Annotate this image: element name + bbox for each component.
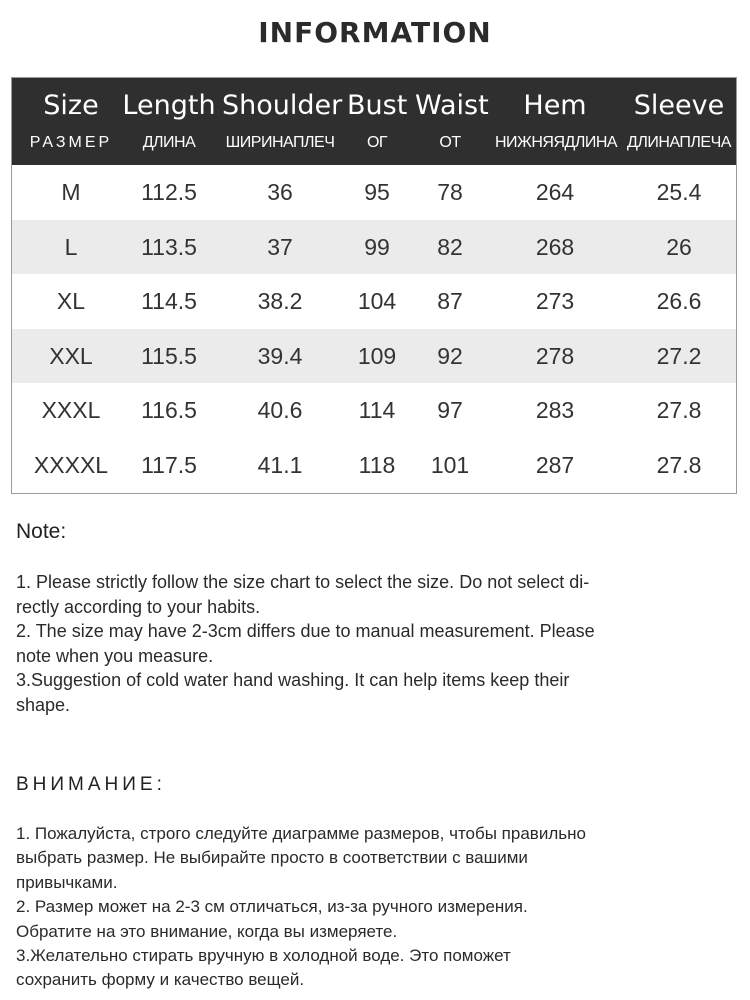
header-label-en: Sleeve [633, 90, 725, 121]
cell-size: XXL [49, 342, 93, 369]
cell-shoulder: 41.1 [257, 451, 303, 478]
header-label-ru: ОГ [366, 134, 388, 151]
russian-note-line: 1. Пожалуйста, строго следуйте диаграмме размеров, чтобы правильно [16, 824, 586, 843]
cell-sleeve: 26 [666, 233, 692, 260]
header-label-ru: НИЖНЯЯДЛИНА [495, 134, 618, 151]
russian-note-body [16, 822, 731, 993]
cell-size: L [64, 233, 78, 260]
header-label-ru: ОТ [439, 134, 461, 151]
header-cell-length [120, 78, 218, 165]
note-line: shape. [16, 694, 71, 715]
note-line: note when you measure. [16, 645, 214, 666]
note-line: 1. Please strictly follow the size chart to select the size. Do not select di- [16, 572, 590, 592]
cell-bust: 104 [357, 288, 397, 315]
header-label-en: Bust [347, 90, 408, 121]
header-cell-sleeve [623, 78, 735, 165]
cell-hem: 268 [535, 233, 575, 260]
cell-length: 117.5 [141, 451, 197, 478]
table-row [12, 220, 736, 275]
cell-hem: 278 [535, 342, 575, 369]
header-label-en: Size [43, 90, 99, 121]
cell-waist: 101 [430, 451, 470, 478]
table-body [12, 165, 736, 493]
cell-length: 112.5 [141, 179, 197, 205]
header-cell-hem [495, 78, 618, 165]
cell-hem: 273 [535, 288, 575, 315]
table-row [12, 438, 736, 493]
note-heading: Note: [16, 520, 67, 543]
header-label-ru: ДЛИНАПЛЕЧА [627, 134, 731, 151]
header-label-ru: РАЗМЕР [29, 134, 113, 151]
russian-note-heading: ВНИМАНИЕ: [16, 774, 166, 795]
cell-shoulder: 36 [267, 179, 293, 205]
cell-waist: 92 [437, 342, 463, 369]
cell-waist: 97 [437, 397, 463, 424]
note-body [16, 570, 731, 717]
cell-waist: 87 [437, 288, 463, 315]
cell-bust: 95 [364, 179, 390, 205]
page-title: INFORMATION [258, 16, 492, 49]
header-label-en: Waist [415, 90, 489, 121]
cell-shoulder: 39.4 [257, 342, 303, 369]
header-label-en: Hem [523, 90, 587, 121]
cell-hem: 283 [535, 397, 575, 424]
cell-sleeve: 25.4 [656, 179, 702, 205]
cell-hem: 287 [535, 451, 575, 478]
cell-sleeve: 27.8 [656, 397, 702, 424]
cell-shoulder: 38.2 [257, 288, 303, 315]
table-row [12, 274, 736, 329]
size-chart-table [11, 77, 737, 494]
cell-size: XXXXL [33, 451, 109, 478]
cell-size: M [61, 179, 81, 205]
header-label-ru: ШИРИНАПЛЕЧ [225, 134, 335, 151]
cell-hem: 264 [535, 179, 575, 205]
cell-length: 115.5 [141, 342, 197, 369]
cell-sleeve: 27.2 [656, 342, 702, 369]
russian-note-line: 3.Желательно стирать вручную в холодной воде. Это поможет [16, 946, 511, 966]
header-label-ru: ДЛИНА [142, 134, 196, 151]
note-line: rectly according to your habits. [16, 596, 261, 617]
cell-bust: 114 [358, 397, 396, 424]
cell-length: 113.5 [141, 233, 197, 260]
header-cell-size [12, 78, 130, 165]
russian-note-line: Обратите на это внимание, когда вы измеряете. [16, 921, 398, 941]
cell-sleeve: 26.6 [656, 288, 702, 315]
cell-length: 116.5 [141, 397, 197, 424]
table-row [12, 329, 736, 384]
cell-size: XL [56, 288, 86, 315]
table-header [12, 78, 736, 165]
header-label-en: Shoulder [222, 90, 343, 121]
cell-bust: 99 [364, 233, 390, 260]
cell-waist: 78 [437, 179, 463, 205]
cell-sleeve: 27.8 [656, 451, 702, 478]
cell-bust: 118 [358, 451, 396, 478]
cell-length: 114.5 [141, 288, 197, 315]
russian-note-line: сохранить форму и качество вещей. [16, 970, 305, 990]
russian-note-line: выбрать размер. Не выбирайте просто в соответствии с вашими [16, 848, 528, 868]
table-row [12, 383, 736, 438]
header-cell-shoulder [222, 78, 343, 165]
cell-bust: 109 [357, 342, 397, 369]
cell-shoulder: 40.6 [257, 397, 303, 424]
cell-size: XXXL [41, 397, 101, 424]
cell-shoulder: 37 [267, 233, 293, 260]
cell-waist: 82 [437, 233, 463, 260]
header-cell-bust [347, 78, 407, 165]
header-label-en: Length [122, 90, 216, 121]
table-row [12, 165, 736, 220]
russian-note-line: 2. Размер может на 2-3 см отличаться, из-за ручного измерения. [16, 897, 528, 917]
note-line: 2. The size may have 2-3cm differs due to manual measurement. Please [16, 621, 595, 641]
note-line: 3.Suggestion of cold water hand washing. It can help items keep their [16, 670, 570, 690]
russian-note-line: привычками. [16, 872, 118, 892]
header-cell-waist [415, 78, 489, 165]
